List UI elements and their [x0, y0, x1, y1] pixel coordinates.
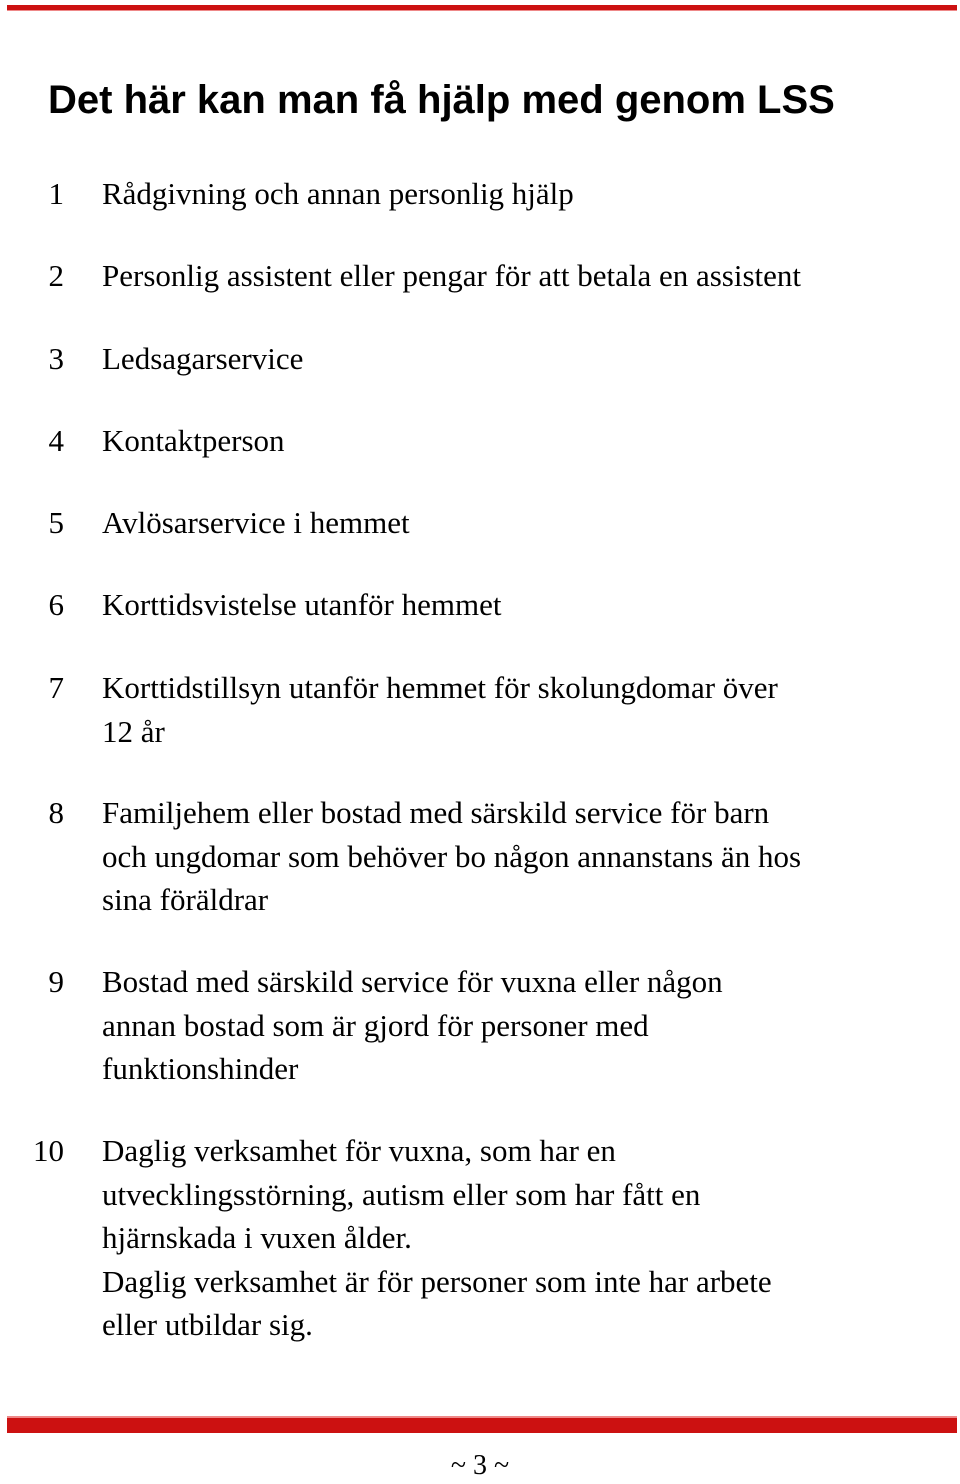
- item-number: 4: [48, 423, 64, 458]
- item-text: Avlösarservice i hemmet: [102, 505, 410, 540]
- item-number: 3: [48, 341, 64, 376]
- item-number: 9: [48, 964, 64, 999]
- item-text: Rådgivning och annan personlig hjälp: [102, 176, 574, 211]
- page-number: ~ 3 ~: [450, 1450, 510, 1481]
- bottom-decorative-rule: [7, 1416, 957, 1433]
- top-decorative-rule: [7, 5, 957, 11]
- item-text: Familjehem eller bostad med särskild service för barn och ungdomar som behöver bo någon annanstans än hos sina föräldrar: [102, 795, 802, 917]
- item-text: Korttidstillsyn utanför hemmet för skolungdomar över 12 år: [102, 670, 778, 749]
- page-title: Det här kan man få hjälp med genom LSS: [48, 78, 835, 122]
- item-number: 10: [33, 1133, 64, 1168]
- item-number: 8: [48, 795, 64, 830]
- item-number: 2: [48, 258, 64, 293]
- item-text: Kontaktperson: [102, 423, 285, 458]
- item-text: Daglig verksamhet för vuxna, som har en utvecklingsstörning, autism eller som har fått en hjärnskada i vuxen ålder.: [102, 1133, 701, 1255]
- item-number: 6: [48, 587, 64, 622]
- item-text: Ledsagarservice: [102, 341, 304, 376]
- item-text: Personlig assistent eller pengar för att betala en assistent: [102, 258, 802, 293]
- item-text: Korttidsvistelse utanför hemmet: [102, 587, 502, 622]
- item-number: 5: [48, 505, 64, 540]
- item-number: 1: [48, 176, 64, 211]
- item-note: Daglig verksamhet är för personer som inte har arbete eller utbildar sig.: [102, 1263, 772, 1342]
- item-number: 7: [48, 670, 64, 705]
- item-text: Bostad med särskild service för vuxna eller någon annan bostad som är gjord för personer med funktionshinder: [102, 964, 723, 1086]
